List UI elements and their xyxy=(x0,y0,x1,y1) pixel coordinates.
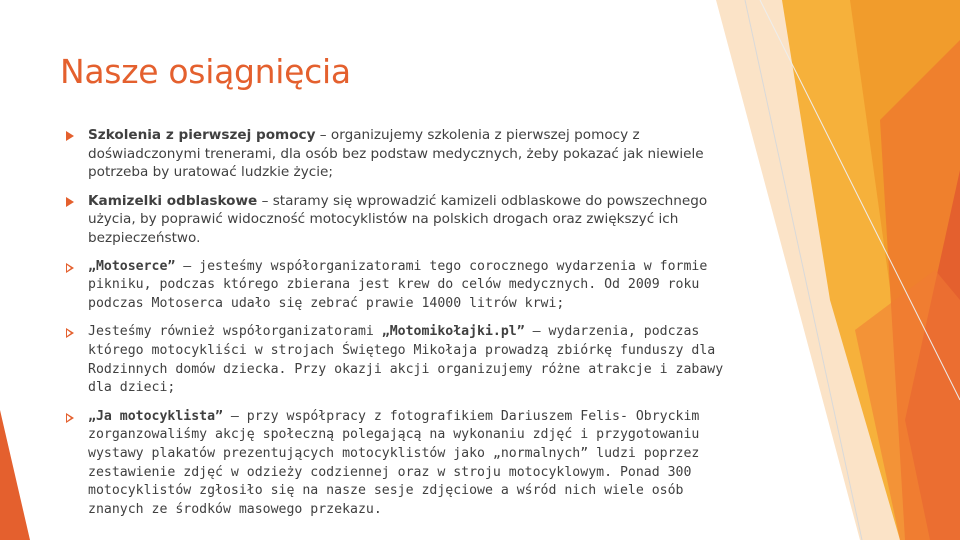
bullet-item xyxy=(66,408,734,520)
deco-corner-bottom-left xyxy=(0,410,30,540)
triangle-arrow-icon xyxy=(66,413,74,423)
triangle-arrow-icon xyxy=(66,197,74,207)
bullet-bold-label: „Motoserce” xyxy=(88,258,176,274)
bullet-text: – wydarzenia, podczas którego motocykliści w strojach Świętego Mikołaja prowadzą zbiórkę funduszy dla Rodzinnych domów dziecka. Przy okazji akcji organizujemy różne atrakcje i zabawy dla dzieci; xyxy=(88,324,724,396)
bullet-bold-label: „Motomikołajki.pl” xyxy=(381,324,525,340)
bullet-item xyxy=(66,126,734,182)
bullet-text: – organizujemy szkolenia z pierwszej pomocy z doświadczonymi trenerami, dla osób bez podstaw medycznych, żeby pokazać jak niewiele potrzeba by uratować ludzkie życie; xyxy=(88,127,704,181)
triangle-arrow-icon xyxy=(66,328,74,338)
bullet-bold-label: Szkolenia z pierwszej pomocy xyxy=(88,127,316,143)
bullet-item xyxy=(66,258,734,314)
slide-title: Nasze osiągnięcia xyxy=(60,52,351,91)
triangle-arrow-icon xyxy=(66,263,74,273)
triangle-arrow-icon xyxy=(66,131,74,141)
bullet-item xyxy=(66,192,734,248)
bullet-list xyxy=(66,126,734,529)
bullet-item xyxy=(66,323,734,397)
bullet-text: – staramy się wprowadzić kamizeli odblaskowe do powszechnego użycia, by poprawić widoczność motocyklistów na polskich drogach oraz zwiększyć ich bezpieczeństwo. xyxy=(88,192,708,246)
bullet-bold-label: „Ja motocyklista” xyxy=(88,408,223,424)
bullet-text: – jesteśmy współorganizatorami tego corocznego wydarzenia w formie pikniku, podczas którego zbierana jest krew do celów medycznych. Od 2009 roku podczas Motoserca udało się zebrać prawie 14000 litrów krwi; xyxy=(88,258,708,311)
bullet-bold-label: Kamizelki odblaskowe xyxy=(88,192,258,209)
bullet-prefix: Jesteśmy również współorganizatorami xyxy=(88,324,382,340)
bullet-text: – przy współpracy z fotografikiem Dariuszem Felis- Obryckim zorganzowaliśmy akcję społeczną polegającą na wykonaniu zdjęć i przygotowaniu wystawy plakatów prezentujących motocyklistów jako „normalnych” ludzi poprzez zestawienie zdjęć w odzieży codziennej oraz w stroju motocyklowym. Ponad 300 motocyklistów zgłosiło się na nasze sesje zdjęciowe a wśród nich wiele osób znanych ze środków masowego przekazu. xyxy=(88,408,700,517)
